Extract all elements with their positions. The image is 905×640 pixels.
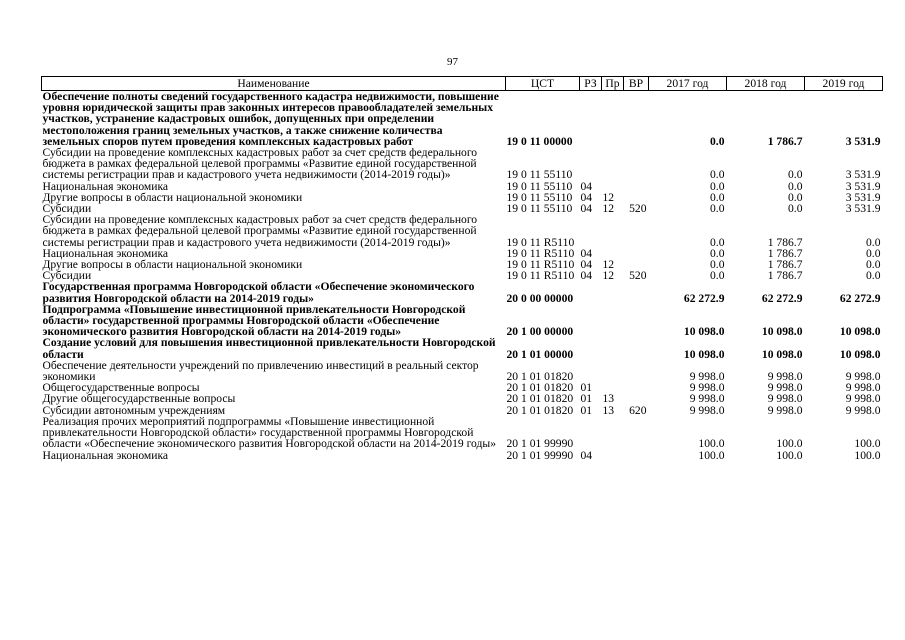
row-value-2018: 1 786.7: [767, 246, 803, 260]
row-cst: 20 1 01 00000: [506, 347, 574, 361]
row-rz: [580, 416, 602, 450]
row-value-2019: 9 998.0: [845, 381, 881, 395]
header-vr: ВР: [624, 77, 649, 91]
row-value-2019: 10 098.0: [839, 325, 881, 339]
row-name: Субсидии автономным учреждениям: [42, 403, 226, 417]
table-row: [42, 147, 883, 181]
row-value-2018: 9 998.0: [767, 370, 803, 384]
row-value-2017: 100.0: [698, 448, 725, 462]
row-name: Подпрограмма «Повышение инвестиционной привлекательности Новгородской области» государственной программы Новгородской области «Обеспечение экономического развития Новгородской области на 2014-2019 годы»: [42, 302, 466, 339]
row-name: Субсидии: [42, 202, 92, 216]
row-cst: 20 1 01 01820: [506, 392, 574, 406]
row-name: Другие вопросы в области национальной экономики: [42, 190, 303, 204]
row-cst: 20 1 01 01820: [506, 370, 574, 384]
row-vr: [624, 393, 649, 404]
header-pr: Пр: [602, 77, 624, 91]
row-rz: 04: [580, 179, 593, 193]
table-row: [42, 91, 883, 148]
row-cst: 20 1 01 99990: [506, 448, 574, 462]
row-name: Обеспечение полноты сведений государственного кадастра недвижимости, повышение уровня юридической защиты прав законных интересов правообладателей земельных участков, устранение кадастровых ошибок, допущенных при определении местоположения границ земельных участков, а также снижение количества земельных споров путем проведения комплексных кадастровых работ: [42, 90, 499, 148]
row-value-2019: 3 531.9: [845, 179, 881, 193]
table-row: [42, 393, 883, 404]
row-vr: [624, 416, 649, 450]
row-cst: 19 0 11 55110: [506, 168, 573, 182]
row-value-2018: 1 786.7: [767, 269, 803, 283]
row-vr: [624, 91, 649, 148]
row-cst: 19 0 11 R5110: [506, 246, 575, 260]
row-name: Национальная экономика: [42, 448, 169, 462]
row-name: Создание условий для повышения инвестиционной привлекательности Новгородской области: [42, 336, 496, 361]
table-row: [42, 192, 883, 203]
row-rz: 04: [580, 202, 593, 216]
row-pr: 12: [602, 202, 615, 216]
row-name: Субсидии: [42, 269, 92, 283]
row-name: Реализация прочих мероприятий подпрограммы «Повышение инвестиционной привлекательности Новгородской области» государственной программы Новгородской области «Обеспечение экономического развития Новгородской области на 2014-2019 годы»: [42, 414, 497, 451]
row-value-2018: 0.0: [788, 168, 803, 182]
row-vr: [624, 382, 649, 393]
row-value-2019: 9 998.0: [845, 403, 881, 417]
row-vr: [624, 337, 649, 359]
row-cst: 19 0 11 R5110: [506, 269, 575, 283]
row-pr: [602, 337, 624, 359]
row-value-2018: 9 998.0: [767, 381, 803, 395]
row-rz: 01: [580, 381, 593, 395]
row-cst: 20 0 00 00000: [506, 291, 574, 305]
row-value-2018: 10 098.0: [761, 347, 803, 361]
row-value-2018: 0.0: [788, 202, 803, 216]
row-rz: [580, 91, 602, 148]
row-value-2017: 0.0: [710, 168, 725, 182]
table-row: [42, 450, 883, 461]
row-vr: [624, 147, 649, 181]
row-value-2017: 0.0: [710, 258, 725, 272]
row-value-2019: 3 531.9: [845, 134, 881, 148]
header-cst: ЦСТ: [506, 77, 580, 91]
row-vr: 520: [629, 202, 647, 216]
row-cst: 19 0 11 55110: [506, 179, 573, 193]
row-value-2019: 100.0: [854, 437, 881, 451]
row-name: Субсидии на проведение комплексных кадастровых работ за счет средств федерального бюджета в рамках федеральной целевой программы «Развитие единой государственной системы регистрации прав и кадастрового учета недвижимости (2014-2019 годы)»: [42, 146, 478, 182]
header-2017: 2017 год: [649, 77, 727, 91]
page-number: 97: [447, 56, 458, 68]
row-value-2017: 0.0: [710, 202, 725, 216]
table-row: [42, 304, 883, 338]
row-value-2018: 1 786.7: [767, 134, 803, 148]
row-value-2017: 0.0: [710, 179, 725, 193]
row-pr: 13: [602, 392, 615, 406]
row-cst: 20 1 01 01820: [506, 403, 574, 417]
row-rz: 04: [580, 269, 593, 283]
row-name: Национальная экономика: [42, 179, 169, 193]
row-name: Другие вопросы в области национальной экономики: [42, 258, 303, 272]
row-value-2018: 9 998.0: [767, 392, 803, 406]
row-value-2019: 9 998.0: [845, 370, 881, 384]
row-vr: [624, 181, 649, 192]
table-row: [42, 360, 883, 382]
row-value-2019: 0.0: [866, 269, 881, 283]
row-value-2018: 10 098.0: [761, 325, 803, 339]
row-value-2019: 0.0: [866, 235, 881, 249]
row-vr: 520: [629, 269, 647, 283]
row-value-2018: 0.0: [788, 190, 803, 204]
table-row: [42, 259, 883, 270]
row-cst: 20 1 00 00000: [506, 325, 574, 339]
row-value-2019: 62 272.9: [839, 291, 881, 305]
row-value-2017: 100.0: [698, 437, 725, 451]
row-value-2018: 1 786.7: [767, 258, 803, 272]
row-vr: [624, 281, 649, 303]
row-vr: [624, 304, 649, 338]
row-value-2019: 10 098.0: [839, 347, 881, 361]
row-pr: 13: [602, 403, 615, 417]
row-value-2017: 62 272.9: [683, 291, 725, 305]
row-name: Субсидии на проведение комплексных кадастровых работ за счет средств федерального бюджета в рамках федеральной целевой программы «Развитие единой государственной системы регистрации прав и кадастрового учета недвижимости (2014-2019 годы)»: [42, 213, 478, 249]
row-rz: 04: [580, 190, 593, 204]
row-rz: [580, 214, 602, 248]
row-value-2018: 0.0: [788, 179, 803, 193]
table-header-row: [42, 77, 883, 91]
header-name: Наименование: [42, 77, 506, 91]
row-pr: [602, 416, 624, 450]
budget-table: [41, 76, 883, 461]
header-2018: 2018 год: [727, 77, 805, 91]
table-row: [42, 281, 883, 303]
row-name: Государственная программа Новгородской области «Обеспечение экономического развития Новгородской области на 2014-2019 годы»: [42, 280, 475, 305]
row-rz: [580, 304, 602, 338]
row-value-2019: 3 531.9: [845, 168, 881, 182]
row-name: Национальная экономика: [42, 246, 169, 260]
row-vr: [624, 450, 649, 461]
row-value-2018: 100.0: [776, 437, 803, 451]
row-rz: 04: [580, 246, 593, 260]
row-name: Обеспечение деятельности учреждений по привлечению инвестиций в реальный сектор экономики: [42, 358, 479, 384]
row-rz: 04: [580, 448, 593, 462]
row-pr: [602, 214, 624, 248]
row-cst: 19 0 11 55110: [506, 190, 573, 204]
row-value-2017: 9 998.0: [689, 403, 725, 417]
row-value-2019: 9 998.0: [845, 392, 881, 406]
row-pr: [602, 147, 624, 181]
row-rz: [580, 360, 602, 382]
row-value-2017: 0.0: [710, 190, 725, 204]
row-rz: [580, 337, 602, 359]
row-name: Общегосударственные вопросы: [42, 381, 200, 395]
row-value-2019: 0.0: [866, 258, 881, 272]
row-value-2019: 3 531.9: [845, 190, 881, 204]
row-vr: [624, 360, 649, 382]
row-pr: 12: [602, 269, 615, 283]
table-body: [42, 91, 883, 461]
row-rz: [580, 281, 602, 303]
row-pr: 12: [602, 190, 615, 204]
row-name: Другие общегосударственные вопросы: [42, 392, 236, 406]
row-value-2018: 62 272.9: [761, 291, 803, 305]
table-row: [42, 337, 883, 359]
row-value-2019: 0.0: [866, 246, 881, 260]
header-rz: РЗ: [580, 77, 602, 91]
row-rz: 01: [580, 392, 593, 406]
row-rz: 01: [580, 403, 593, 417]
row-cst: 20 1 01 01820: [506, 381, 574, 395]
row-value-2017: 9 998.0: [689, 381, 725, 395]
row-value-2018: 100.0: [776, 448, 803, 462]
row-value-2017: 10 098.0: [683, 325, 725, 339]
row-pr: 12: [602, 258, 615, 272]
header-2019: 2019 год: [805, 77, 883, 91]
row-cst: 20 1 01 99990: [506, 437, 574, 451]
row-rz: 04: [580, 258, 593, 272]
row-pr: [602, 450, 624, 461]
row-cst: 19 0 11 55110: [506, 202, 573, 216]
row-pr: [602, 360, 624, 382]
row-value-2017: 9 998.0: [689, 370, 725, 384]
row-cst: 19 0 11 00000: [506, 134, 573, 148]
row-value-2017: 0.0: [710, 269, 725, 283]
row-value-2017: 0.0: [710, 134, 725, 148]
row-vr: [624, 248, 649, 259]
row-rz: [580, 147, 602, 181]
row-value-2018: 1 786.7: [767, 235, 803, 249]
row-cst: 19 0 11 R5110: [506, 258, 575, 272]
row-vr: 620: [629, 403, 647, 417]
row-value-2019: 3 531.9: [845, 202, 881, 216]
table-row: [42, 214, 883, 248]
row-pr: [602, 281, 624, 303]
row-value-2018: 9 998.0: [767, 403, 803, 417]
row-value-2019: 100.0: [854, 448, 881, 462]
row-value-2017: 9 998.0: [689, 392, 725, 406]
row-cst: 19 0 11 R5110: [506, 235, 575, 249]
row-pr: [602, 91, 624, 148]
row-value-2017: 10 098.0: [683, 347, 725, 361]
table-row: [42, 416, 883, 450]
row-vr: [624, 214, 649, 248]
row-value-2017: 0.0: [710, 235, 725, 249]
row-value-2017: 0.0: [710, 246, 725, 260]
row-pr: [602, 304, 624, 338]
